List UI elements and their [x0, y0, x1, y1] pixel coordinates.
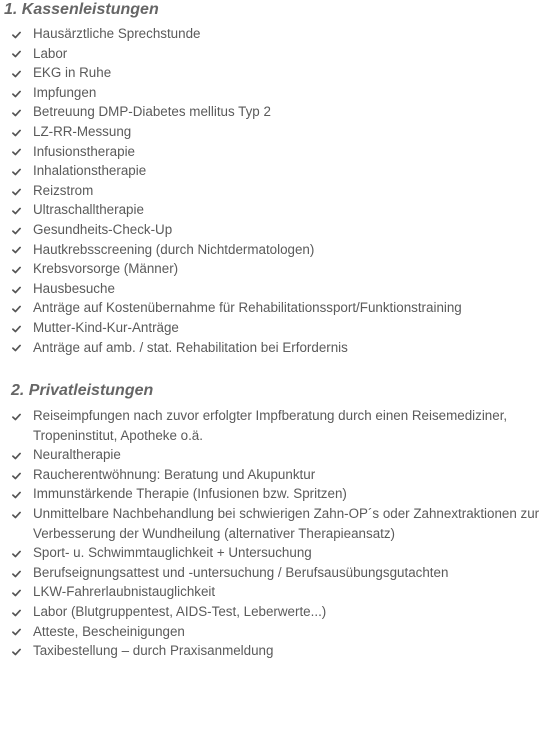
- list-item-text: EKG in Ruhe: [33, 65, 112, 81]
- section-title-privatleistungen: 2. Privatleistungen: [11, 382, 154, 399]
- list-item-text: Reiseimpfungen nach zuvor erfolgter Impfberatung durch einen Reisemediziner, Tropeninstitut, Apotheke o.ä.: [33, 408, 508, 443]
- check-icon: [12, 602, 24, 622]
- check-icon: [12, 44, 24, 64]
- list-item-text: LZ-RR-Messung: [33, 123, 132, 139]
- list-item-text: Immunstärkende Therapie (Infusionen bzw. Spritzen): [33, 486, 347, 502]
- list-item: [12, 543, 548, 563]
- check-icon: [12, 484, 24, 504]
- list-item-text: Hausärztliche Sprechstunde: [33, 26, 201, 41]
- list-item-text: Mutter-Kind-Kur-Anträge: [33, 319, 179, 335]
- list-item-text: Infusionstherapie: [33, 143, 135, 159]
- list-item: [12, 279, 548, 299]
- list-item: [12, 220, 548, 240]
- check-icon: [12, 641, 24, 661]
- list-item-text: Hausbesuche: [33, 280, 115, 296]
- check-icon: [12, 220, 24, 240]
- list-item: [12, 161, 548, 181]
- list-item-text: Krebsvorsorge (Männer): [33, 261, 179, 277]
- list-item: [12, 44, 548, 64]
- check-icon: [12, 543, 24, 563]
- list-item: [12, 582, 548, 602]
- check-icon: [12, 142, 24, 162]
- check-icon: [12, 563, 24, 583]
- list-item: [12, 83, 548, 103]
- check-icon: [12, 504, 24, 524]
- kassenleistungen-list: [12, 24, 548, 357]
- check-icon: [12, 298, 24, 318]
- list-item: [12, 602, 548, 622]
- privatleistungen-list: [12, 406, 548, 661]
- check-icon: [12, 465, 24, 485]
- list-item: [12, 240, 548, 260]
- list-item-text: Anträge auf amb. / stat. Rehabilitation bei Erfordernis: [33, 339, 348, 355]
- list-item: [12, 622, 548, 642]
- list-item-text: Impfungen: [33, 84, 97, 100]
- list-item: [12, 338, 548, 358]
- list-item-text: Berufseignungsattest und -untersuchung / Berufsausübungsgutachten: [33, 564, 449, 580]
- check-icon: [12, 622, 24, 642]
- list-item-text: Anträge auf Kostenübernahme für Rehabilitationssport/Funktionstraining: [33, 300, 462, 316]
- list-item: [12, 181, 548, 201]
- list-item-text: Labor (Blutgruppentest, AIDS-Test, Leberwerte...): [33, 603, 327, 619]
- list-item-text: LKW-Fahrerlaubnistauglichkeit: [33, 584, 216, 600]
- check-icon: [12, 24, 24, 44]
- list-item: [12, 504, 548, 543]
- list-item-text: Neuraltherapie: [33, 447, 121, 463]
- list-item: [12, 445, 548, 465]
- check-icon: [12, 406, 24, 426]
- check-icon: [12, 122, 24, 142]
- list-item-text: Betreuung DMP-Diabetes mellitus Typ 2: [33, 104, 271, 120]
- list-item-text: Inhalationstherapie: [33, 163, 147, 179]
- list-item-text: Reizstrom: [33, 182, 94, 198]
- list-item-text: Taxibestellung – durch Praxisanmeldung: [33, 643, 274, 659]
- list-item: [12, 259, 548, 279]
- list-item-text: Sport- u. Schwimmtauglichkeit + Untersuchung: [33, 545, 312, 561]
- check-icon: [12, 582, 24, 602]
- list-item: [12, 102, 548, 122]
- list-item: [12, 465, 548, 485]
- list-item: [12, 142, 548, 162]
- list-item: [12, 641, 548, 661]
- check-icon: [12, 102, 24, 122]
- check-icon: [12, 83, 24, 103]
- check-icon: [12, 318, 24, 338]
- section-title-kassenleistungen: 1. Kassenleistungen: [4, 1, 159, 18]
- check-icon: [12, 200, 24, 220]
- check-icon: [12, 445, 24, 465]
- list-item-text: Labor: [33, 45, 68, 61]
- list-item: [12, 200, 548, 220]
- list-item: [12, 484, 548, 504]
- check-icon: [12, 338, 24, 358]
- list-item-text: Unmittelbare Nachbehandlung bei schwierigen Zahn-OP´s oder Zahnextraktionen zur Verbesserung der Wundheilung (alternativer Therapieansatz): [33, 505, 540, 541]
- list-item-text: Gesundheits-Check-Up: [33, 221, 173, 237]
- check-icon: [12, 181, 24, 201]
- list-item: [12, 24, 548, 44]
- list-item: [12, 563, 548, 583]
- check-icon: [12, 279, 24, 299]
- list-item-text: Raucherentwöhnung: Beratung und Akupunktur: [33, 466, 316, 482]
- check-icon: [12, 161, 24, 181]
- list-item: [12, 318, 548, 338]
- check-icon: [12, 259, 24, 279]
- list-item: [12, 298, 548, 318]
- list-item-text: Atteste, Bescheinigungen: [33, 623, 185, 639]
- list-item: [12, 406, 548, 445]
- list-item: [12, 63, 548, 83]
- list-item-text: Hautkrebsscreening (durch Nichtdermatologen): [33, 241, 315, 257]
- list-item: [12, 122, 548, 142]
- check-icon: [12, 63, 24, 83]
- list-item-text: Ultraschalltherapie: [33, 202, 144, 218]
- check-icon: [12, 240, 24, 260]
